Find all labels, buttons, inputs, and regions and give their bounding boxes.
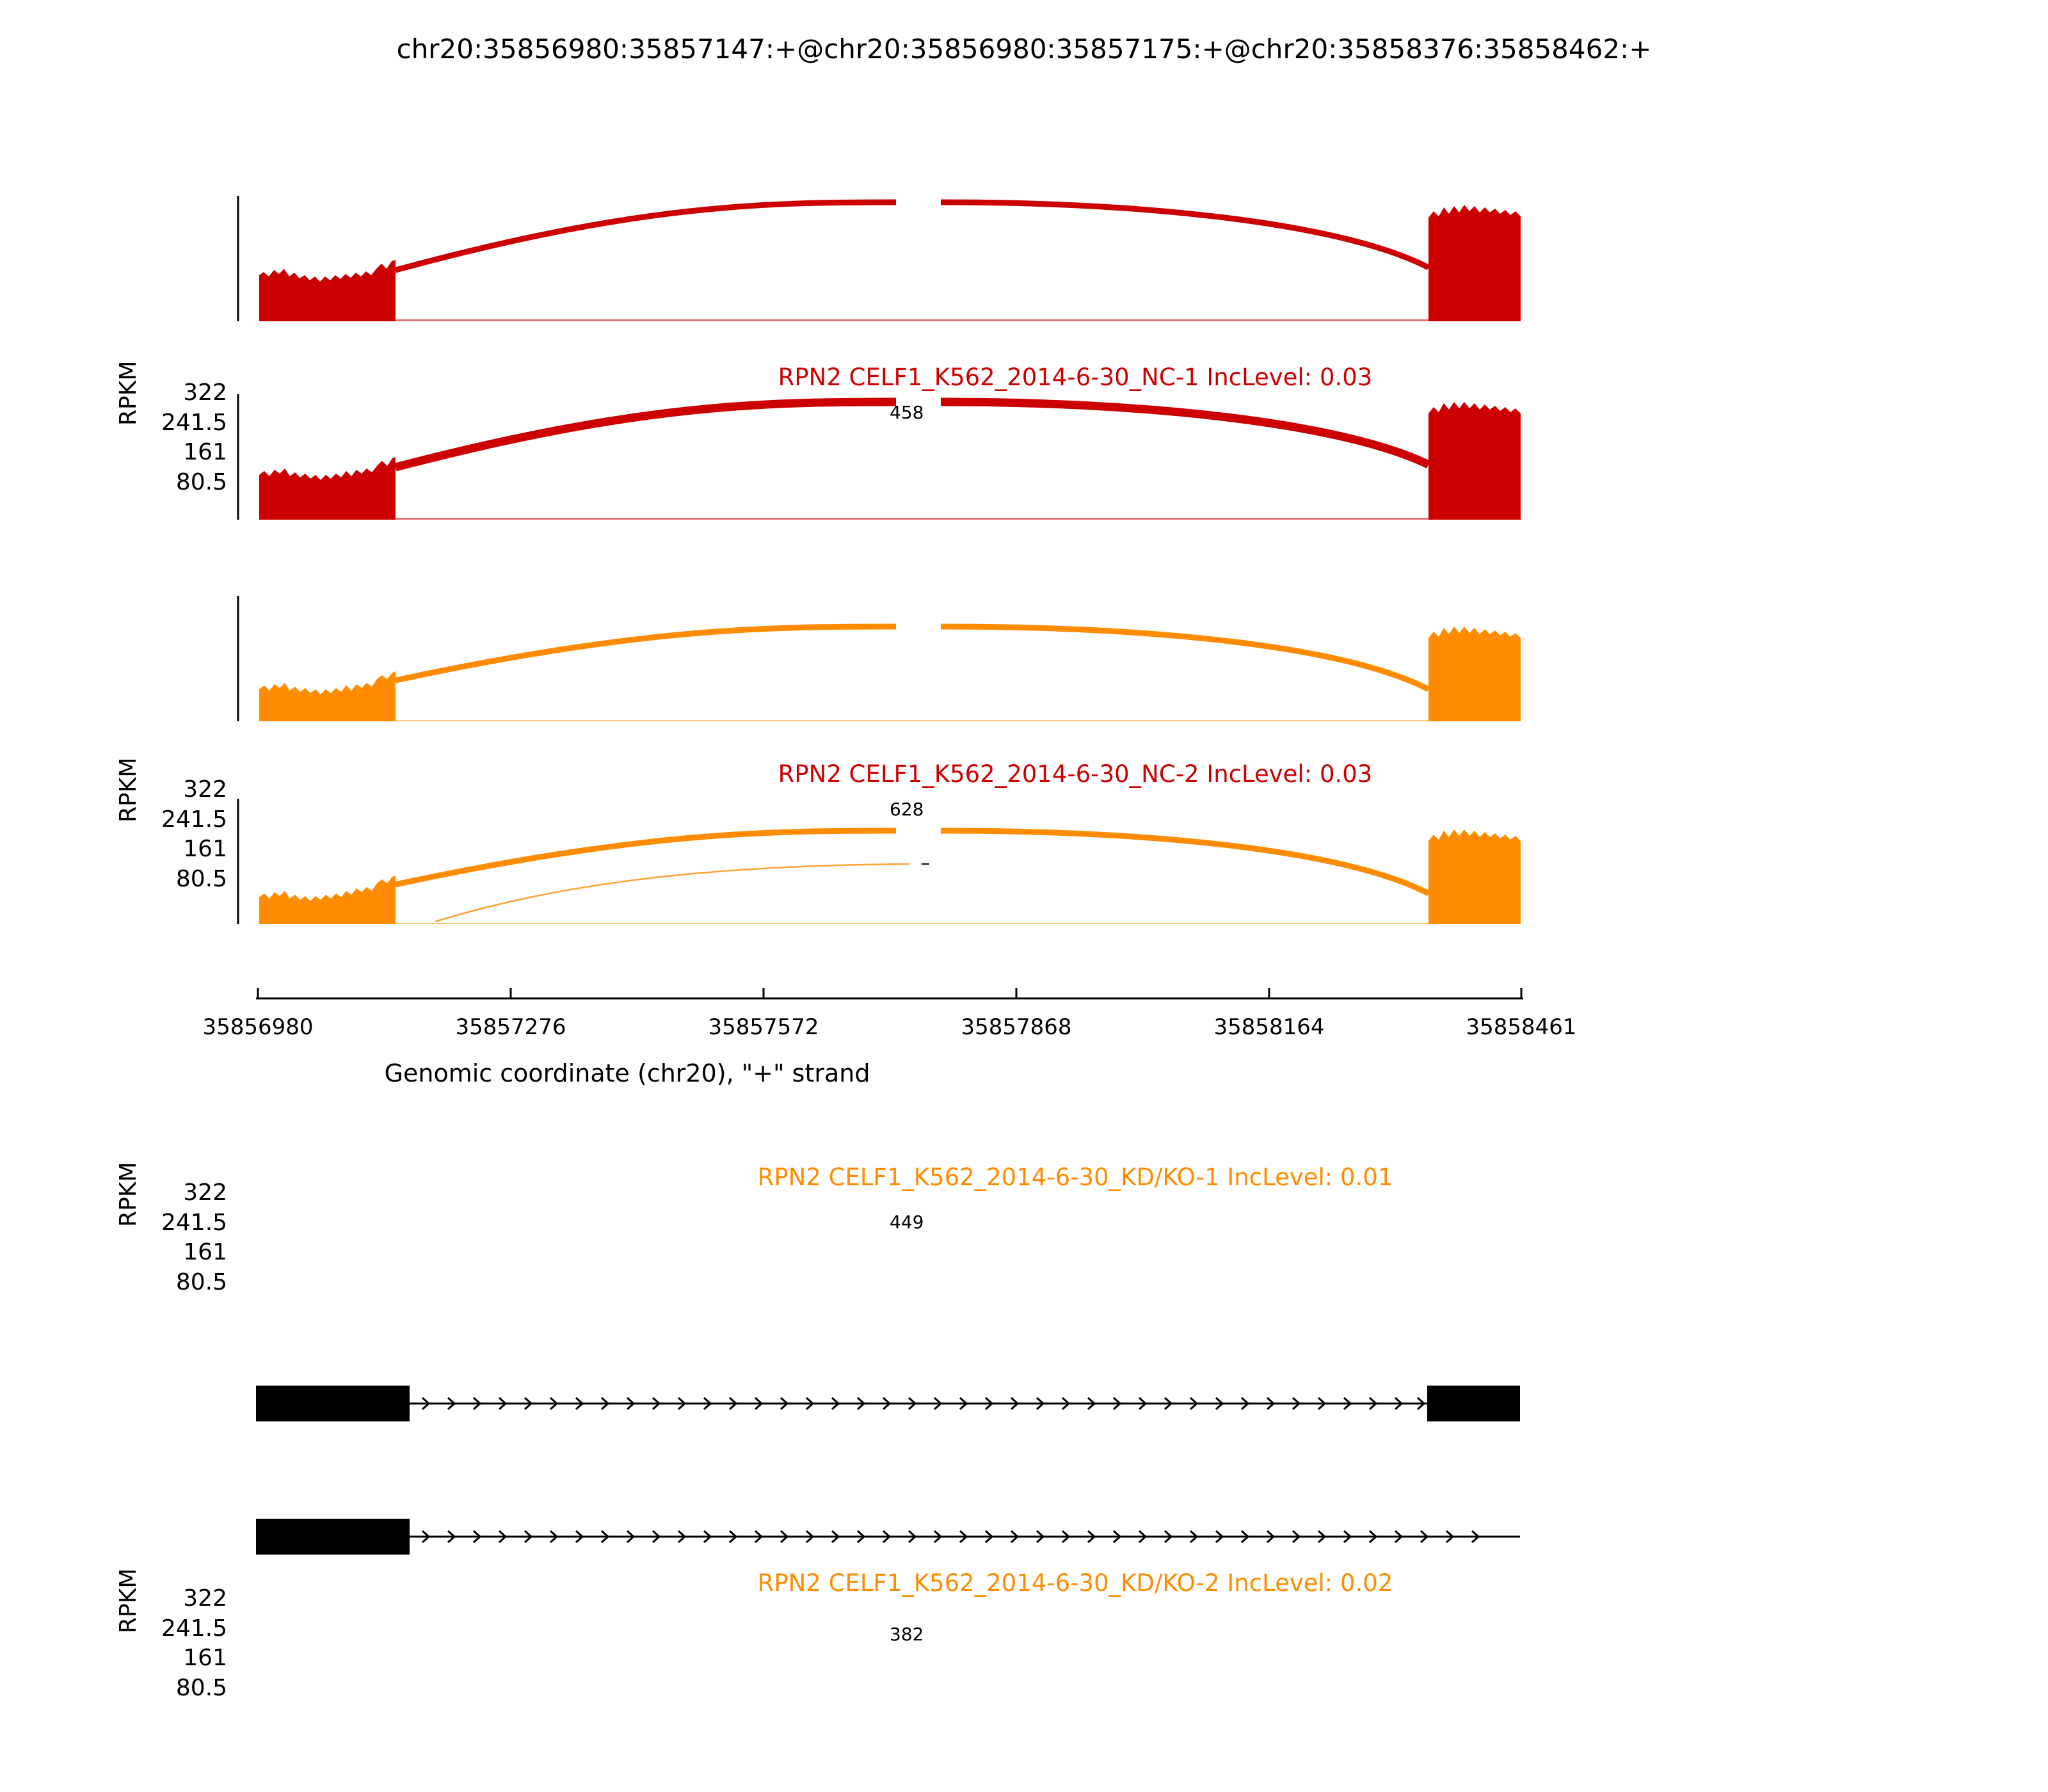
coverage-track-4 (0, 782, 2048, 945)
isoform-tracks (0, 1363, 2048, 1632)
x-tick-5: 35858461 (1466, 1014, 1577, 1040)
y-tick-3-2: 161 (183, 1239, 227, 1265)
junction-count-4: 382 (890, 1624, 924, 1645)
coverage-panel-2 (0, 378, 2048, 892)
page-title: chr20:35856980:35857147:+@chr20:35856980:35857175:+@chr20:35858376:35858462:+ (396, 33, 1652, 65)
junction-count-1: 458 (890, 402, 924, 423)
sample-label-1: RPN2 CELF1_K562_2014-6-30_NC-1 IncLevel: 0.03 (778, 364, 1373, 391)
y-axis-label-3: RPKM (115, 1162, 141, 1227)
coverage-panel-1 (0, 179, 2048, 495)
coverage-track-2 (0, 378, 2048, 541)
y-tick-2-2: 161 (183, 836, 227, 862)
coverage-track-1 (0, 179, 2048, 342)
x-axis-title: Genomic coordinate (chr20), "+" strand (384, 1059, 870, 1087)
y-tick-3-1: 241.5 (161, 1210, 227, 1236)
y-tick-4-3: 80.5 (175, 1675, 227, 1701)
exon-block (1427, 1386, 1520, 1421)
isoform-skipping (256, 1519, 1520, 1555)
y-tick-3-3: 80.5 (175, 1269, 227, 1295)
sample-label-4: RPN2 CELF1_K562_2014-6-30_KD/KO-2 IncLevel: 0.02 (757, 1569, 1393, 1597)
y-tick-1-0: 322 (183, 380, 227, 406)
y-tick-2-0: 322 (183, 776, 227, 803)
y-tick-4-1: 241.5 (161, 1615, 227, 1642)
isoform-inclusion (256, 1386, 1520, 1421)
sample-label-3: RPN2 CELF1_K562_2014-6-30_KD/KO-1 IncLevel: 0.01 (757, 1164, 1393, 1191)
junction-count-3: 449 (890, 1212, 924, 1233)
sample-label-2: RPN2 CELF1_K562_2014-6-30_NC-2 IncLevel: 0.03 (778, 760, 1373, 788)
coverage-track-3 (0, 579, 2048, 742)
y-axis-label-4: RPKM (115, 1568, 141, 1633)
y-tick-3-0: 322 (183, 1180, 227, 1206)
y-tick-2-3: 80.5 (175, 866, 227, 892)
y-axis-label-1: RPKM (115, 360, 141, 426)
y-tick-4-2: 161 (183, 1645, 227, 1671)
x-tick-1: 35857276 (455, 1014, 566, 1040)
y-axis-label-2: RPKM (115, 757, 141, 822)
x-tick-2: 35857572 (708, 1014, 819, 1040)
x-tick-3: 35857868 (961, 1014, 1072, 1040)
exon-block (256, 1519, 410, 1555)
x-tick-0: 35856980 (202, 1014, 314, 1040)
y-tick-1-1: 241.5 (161, 410, 227, 436)
y-tick-1-2: 161 (183, 439, 227, 465)
junction-count-2: 628 (890, 799, 924, 820)
y-tick-2-1: 241.5 (161, 806, 227, 833)
exon-block (256, 1386, 410, 1421)
y-tick-4-0: 322 (183, 1585, 227, 1612)
y-tick-1-3: 80.5 (175, 469, 227, 495)
x-tick-4: 35858164 (1213, 1014, 1325, 1040)
